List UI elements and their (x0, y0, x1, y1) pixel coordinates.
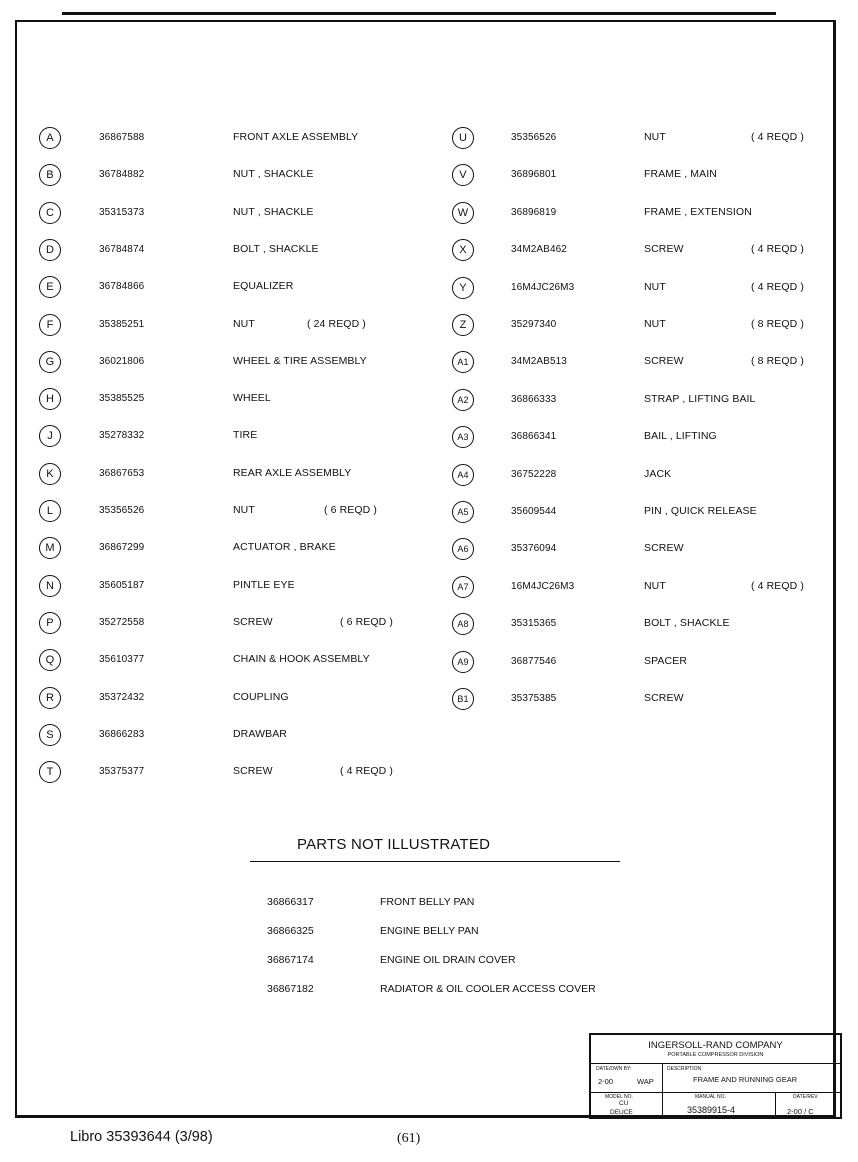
part-number: 35375377 (99, 766, 145, 778)
parts-list-row (39, 239, 419, 263)
parts-list-row (452, 538, 817, 562)
title-block-divider (662, 1063, 663, 1117)
pni-part-number: 36867182 (267, 983, 314, 995)
part-description: PINTLE EYE (233, 578, 295, 591)
title-block-divider (775, 1092, 776, 1117)
part-number: 35297340 (511, 319, 557, 330)
description-value: FRAME AND RUNNING GEAR (693, 1075, 798, 1084)
part-number: 36784874 (99, 243, 145, 255)
part-number: 35356526 (511, 132, 557, 143)
part-number: 35609544 (511, 506, 557, 517)
part-number: 36866341 (511, 431, 557, 443)
pni-part-number: 36866317 (267, 896, 314, 908)
part-number: 36896819 (511, 206, 557, 218)
parts-list-row (39, 649, 419, 673)
quantity-required: ( 4 REQD ) (751, 280, 804, 293)
company-name: INGERSOLL-RAND COMPANY (648, 1040, 783, 1051)
title-block (589, 1033, 842, 1119)
part-number: 36877546 (511, 655, 557, 667)
part-number: 35385525 (99, 393, 145, 405)
part-description: BOLT , SHACKLE (644, 617, 730, 630)
part-description: SCREW (233, 765, 273, 778)
part-number: 35605187 (99, 579, 145, 591)
parts-list-row (452, 164, 817, 188)
item-reference-callout: U (452, 127, 474, 149)
part-description: TIRE (233, 429, 258, 442)
part-number: 36867653 (99, 467, 145, 479)
item-reference-callout: A4 (452, 464, 474, 486)
part-description: SCREW (233, 615, 273, 628)
item-reference-callout: Z (452, 314, 474, 336)
part-description: NUT , SHACKLE (233, 168, 314, 181)
parts-list-row (39, 127, 419, 151)
quantity-required: ( 24 REQD ) (307, 317, 366, 330)
parts-list-row (452, 613, 817, 637)
part-description: WHEEL & TIRE ASSEMBLY (233, 354, 367, 367)
item-reference-callout: A7 (452, 576, 474, 598)
parts-list-row (39, 276, 419, 300)
parts-list-row (39, 537, 419, 561)
part-number: 35272558 (99, 616, 145, 628)
title-block-header (591, 1035, 840, 1064)
item-reference-callout: Q (39, 649, 61, 671)
quantity-required: ( 4 REQD ) (751, 131, 804, 143)
parts-list-row (39, 351, 419, 375)
part-description: FRAME , EXTENSION (644, 205, 752, 218)
item-reference-callout: H (39, 388, 61, 410)
item-reference-callout: D (39, 239, 61, 261)
quantity-required: ( 8 REQD ) (751, 355, 804, 368)
item-reference-callout: V (452, 164, 474, 186)
parts-list-row (39, 724, 419, 748)
pni-part-number: 36867174 (267, 954, 314, 966)
item-reference-callout: W (452, 202, 474, 224)
parts-list-row (39, 612, 419, 636)
part-description: BOLT , SHACKLE (233, 242, 319, 255)
item-reference-callout: A3 (452, 426, 474, 448)
manual-label: MANUAL NO. (695, 1094, 726, 1100)
item-reference-callout: N (39, 575, 61, 597)
part-description: NUT , SHACKLE (233, 205, 314, 218)
parts-list-row (452, 314, 817, 338)
pni-description: ENGINE OIL DRAIN COVER (380, 954, 516, 966)
part-description: SCREW (644, 692, 684, 704)
date-rev-label: DATE/REV. (793, 1094, 819, 1100)
quantity-required: ( 6 REQD ) (324, 504, 377, 516)
part-number: 36896801 (511, 169, 557, 181)
item-reference-callout: X (452, 239, 474, 261)
part-description: REAR AXLE ASSEMBLY (233, 466, 352, 479)
quantity-required: ( 8 REQD ) (751, 318, 804, 330)
quantity-required: ( 4 REQD ) (751, 243, 804, 256)
manual-value: 35389915-4 (687, 1105, 736, 1115)
part-number: 36752228 (511, 468, 557, 480)
part-number: 36866283 (99, 728, 145, 740)
part-description: FRAME , MAIN (644, 168, 717, 181)
parts-list-row (452, 277, 817, 301)
part-number: 36867588 (99, 132, 145, 143)
parts-not-illustrated-title: PARTS NOT ILLUSTRATED (297, 836, 491, 853)
parts-list-row (452, 501, 817, 525)
parts-list-row (452, 464, 817, 488)
part-number: 35375385 (511, 693, 557, 704)
page-number: (61) (397, 1131, 421, 1146)
parts-list-row (39, 314, 419, 338)
parts-list-row (39, 425, 419, 449)
quantity-required: ( 4 REQD ) (340, 765, 393, 778)
item-reference-callout: T (39, 761, 61, 783)
item-reference-callout: B (39, 164, 61, 186)
item-reference-callout: R (39, 687, 61, 709)
parts-list-row (39, 463, 419, 487)
part-description: COUPLING (233, 690, 289, 703)
division-name: PORTABLE COMPRESSOR DIVISION (667, 1052, 764, 1058)
part-number: 35376094 (511, 543, 557, 555)
part-number: 34M2AB513 (511, 356, 567, 368)
parts-list-row (452, 651, 817, 675)
part-description: NUT (644, 280, 666, 293)
part-number: 36867299 (99, 542, 145, 554)
top-rule (62, 12, 776, 15)
item-reference-callout: J (39, 425, 61, 447)
part-description: SCREW (644, 355, 684, 368)
item-reference-callout: L (39, 500, 61, 522)
part-description: STRAP , LIFTING BAIL (644, 392, 756, 405)
part-number: 36866333 (511, 393, 557, 405)
parts-list-row (39, 164, 419, 188)
item-reference-callout: Y (452, 277, 474, 299)
date-rev-value: 2-00 / C (787, 1107, 814, 1116)
item-reference-callout: A9 (452, 651, 474, 673)
item-reference-callout: A6 (452, 538, 474, 560)
parts-list-row (452, 239, 817, 263)
item-reference-callout: A (39, 127, 61, 149)
item-reference-callout: M (39, 537, 61, 559)
date-value: 2-00 (598, 1077, 614, 1086)
part-description: NUT (233, 504, 255, 516)
book-reference: Libro 35393644 (3/98) (70, 1129, 213, 1145)
part-description: DRAWBAR (233, 727, 287, 740)
part-description: WHEEL (233, 392, 271, 405)
item-reference-callout: A8 (452, 613, 474, 635)
quantity-required: ( 6 REQD ) (340, 615, 393, 628)
parts-list-row (452, 389, 817, 413)
parts-list-row (452, 127, 817, 151)
part-description: SCREW (644, 542, 684, 555)
pni-description: FRONT BELLY PAN (380, 896, 475, 908)
item-reference-callout: F (39, 314, 61, 336)
item-reference-callout: K (39, 463, 61, 485)
parts-list-row (39, 388, 419, 412)
model-label: MODEL NO. (605, 1094, 633, 1100)
parts-list-row (452, 351, 817, 375)
part-number: 34M2AB462 (511, 244, 567, 256)
parts-list-row (39, 500, 419, 524)
part-description: CHAIN & HOOK ASSEMBLY (233, 653, 370, 666)
pni-part-number: 36866325 (267, 925, 314, 937)
item-reference-callout: E (39, 276, 61, 298)
title-block-divider (591, 1092, 840, 1093)
parts-list-row (452, 202, 817, 226)
part-description: PIN , QUICK RELEASE (644, 505, 757, 517)
item-reference-callout: A5 (452, 501, 474, 523)
item-reference-callout: B1 (452, 688, 474, 710)
part-description: FRONT AXLE ASSEMBLY (233, 131, 359, 143)
model-value: DEUCE (610, 1109, 633, 1116)
part-description: SCREW (644, 243, 684, 256)
part-number: 35278332 (99, 430, 145, 442)
parts-list-row (452, 576, 817, 600)
part-description: ACTUATOR , BRAKE (233, 541, 336, 554)
pni-description: RADIATOR & OIL COOLER ACCESS COVER (380, 983, 596, 995)
part-number: 36784882 (99, 169, 145, 181)
item-reference-callout: A2 (452, 389, 474, 411)
parts-list-row (452, 688, 817, 712)
part-number: 35315373 (99, 206, 145, 218)
parts-list-row (452, 426, 817, 450)
date-label: DATE/DWN BY: (596, 1066, 632, 1072)
part-description: NUT (233, 317, 255, 330)
parts-list-row (39, 687, 419, 711)
part-description: EQUALIZER (233, 280, 294, 293)
part-number: 35356526 (99, 505, 145, 516)
part-number: 36784866 (99, 281, 145, 293)
part-number: 35610377 (99, 654, 145, 666)
item-reference-callout: A1 (452, 351, 474, 373)
part-number: 16M4JC26M3 (511, 281, 575, 293)
part-number: 35385251 (99, 318, 145, 330)
part-description: NUT (644, 131, 666, 143)
pni-description: ENGINE BELLY PAN (380, 925, 479, 937)
item-reference-callout: S (39, 724, 61, 746)
item-reference-callout: P (39, 612, 61, 634)
item-reference-callout: C (39, 202, 61, 224)
part-number: 36021806 (99, 355, 145, 367)
part-number: 35315365 (511, 618, 557, 630)
description-label: DESCRIPTION (667, 1066, 702, 1072)
parts-not-illustrated-rule (250, 861, 620, 862)
parts-list-row (39, 575, 419, 599)
part-description: SPACER (644, 654, 687, 667)
part-number: 16M4JC26M3 (511, 580, 575, 592)
part-number: 35372432 (99, 691, 145, 703)
model-value: CU (619, 1100, 629, 1107)
drawn-by-value: WAP (637, 1077, 654, 1086)
item-reference-callout: G (39, 351, 61, 373)
part-description: NUT (644, 579, 666, 592)
part-description: JACK (644, 467, 672, 480)
parts-list-row (39, 761, 419, 785)
parts-list-row (39, 202, 419, 226)
part-description: BAIL , LIFTING (644, 430, 717, 443)
quantity-required: ( 4 REQD ) (751, 579, 804, 592)
part-description: NUT (644, 318, 666, 330)
